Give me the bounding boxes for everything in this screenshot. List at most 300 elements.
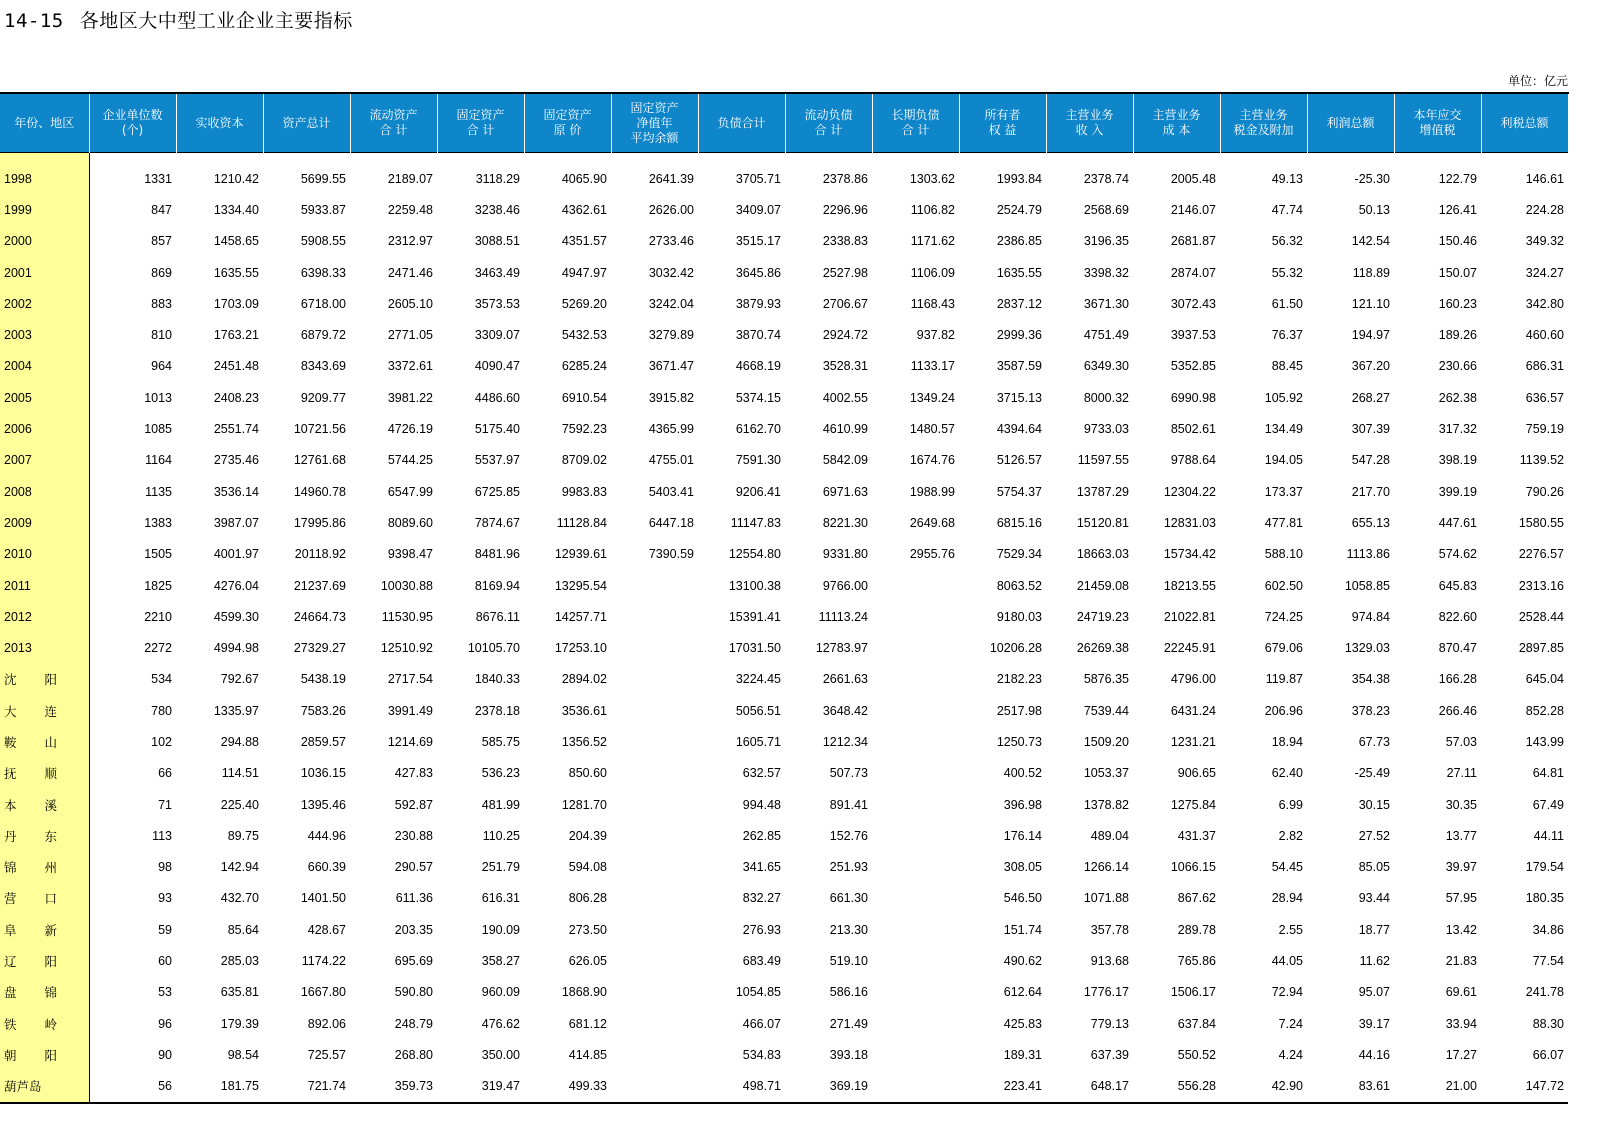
indicator-table [0, 92, 1569, 1104]
table-cell: 294.88 [220, 734, 259, 749]
table-cell: 7874.67 [474, 515, 520, 530]
table-cell: 427.83 [394, 766, 433, 781]
table-cell: 134.49 [1264, 422, 1303, 437]
table-cell: 113 [152, 828, 172, 843]
table-cell: 425.83 [1003, 1016, 1042, 1031]
table-cell: 307.39 [1351, 422, 1390, 437]
table-cell: 72.94 [1271, 985, 1303, 1000]
table-cell: 398.19 [1438, 453, 1477, 468]
table-cell: 17.27 [1445, 1047, 1477, 1062]
table-row [0, 445, 1568, 476]
table-cell: 262.38 [1438, 390, 1477, 405]
table-cell: 1231.21 [1170, 734, 1216, 749]
table-cell: 241.78 [1525, 985, 1564, 1000]
table-cell: 8089.60 [387, 515, 433, 530]
table-cell: 4362.61 [561, 202, 607, 217]
table-cell: 4726.19 [387, 422, 433, 437]
column-header: 实收资本 [176, 93, 263, 153]
table-cell: 181.75 [176, 1071, 263, 1103]
table-title: 各地区大中型工业企业主要指标 [79, 10, 353, 32]
table-cell: 2338.83 [822, 234, 868, 249]
table-cell: 1066.15 [1170, 860, 1216, 875]
table-cell: 1133.17 [910, 359, 955, 374]
table-row [0, 820, 1568, 851]
table-cell: 180.35 [1525, 891, 1564, 906]
table-cell: 49.13 [1271, 171, 1303, 186]
table-cell: 832.27 [742, 891, 781, 906]
table-cell: 660.39 [307, 860, 346, 875]
table-cell: 585.75 [481, 734, 520, 749]
table-cell: 1135 [145, 484, 172, 499]
table-row [0, 507, 1568, 538]
table-cell: 974.84 [1351, 609, 1390, 624]
table-cell: 1356.52 [561, 734, 607, 749]
table-cell: 3879.93 [735, 296, 781, 311]
table-cell: 2276.57 [1518, 547, 1564, 562]
table-cell: 21459.08 [1076, 578, 1129, 593]
table-cell: 142.54 [1351, 234, 1390, 249]
table-cell: 994.48 [742, 797, 781, 812]
table-cell: 230.66 [1438, 359, 1477, 374]
table-cell: 18.77 [1358, 922, 1390, 937]
table-cell [611, 601, 698, 632]
table-cell: 9983.83 [561, 484, 607, 499]
row-label: 辽阳 [0, 945, 89, 976]
table-cell: 2312.97 [387, 234, 433, 249]
table-cell: 110.25 [482, 828, 520, 843]
table-cell: 3991.49 [387, 703, 433, 718]
table-cell [872, 570, 959, 601]
table-cell: 1281.70 [561, 797, 607, 812]
table-cell: 2.55 [1278, 922, 1303, 937]
table-cell: 290.57 [394, 860, 433, 875]
table-cell: 1053.37 [1083, 766, 1129, 781]
table-row [0, 914, 1568, 945]
table-cell: 213.30 [829, 922, 868, 937]
table-cell [611, 945, 698, 976]
table-cell: 3715.13 [996, 390, 1042, 405]
table-cell: 2955.76 [909, 547, 955, 562]
table-cell: 5374.15 [735, 390, 781, 405]
table-cell: 6431.24 [1170, 703, 1216, 718]
table-cell: 556.28 [1133, 1071, 1220, 1103]
table-cell: 1250.73 [996, 734, 1042, 749]
table-cell: 105.92 [1264, 390, 1303, 405]
table-cell: 349.32 [1525, 234, 1564, 249]
table-cell: 1378.82 [1083, 797, 1129, 812]
table-cell: 645.83 [1438, 578, 1477, 593]
table-cell: 341.65 [742, 860, 781, 875]
row-label: 1998 [0, 153, 89, 195]
table-row [0, 945, 1568, 976]
table-cell: 3981.22 [387, 390, 433, 405]
table-cell: 9331.80 [822, 547, 868, 562]
table-cell: 179.39 [220, 1016, 259, 1031]
table-cell: 534 [151, 672, 172, 687]
table-cell: 7591.30 [735, 453, 781, 468]
table-cell: 1058.85 [1344, 578, 1390, 593]
table-cell: 90 [158, 1047, 172, 1062]
table-cell: 44.16 [1358, 1047, 1390, 1062]
table-cell: 1013 [144, 390, 172, 405]
table-cell: 230.88 [394, 828, 433, 843]
table-cell: 1840.33 [474, 672, 520, 687]
table-cell: 648.17 [1046, 1071, 1133, 1103]
table-row [0, 664, 1568, 695]
row-label: 2008 [0, 476, 89, 507]
column-header: 固定资产 原 价 [524, 93, 611, 153]
table-cell: 3528.31 [822, 359, 868, 374]
column-header: 资产总计 [263, 93, 350, 153]
table-cell: 54.45 [1271, 860, 1303, 875]
table-cell: 11128.84 [556, 515, 607, 530]
table-cell: 266.46 [1438, 703, 1477, 718]
table-cell: 2296.96 [822, 202, 868, 217]
table-cell: 6815.16 [996, 515, 1042, 530]
table-cell: 3372.61 [387, 359, 433, 374]
table-cell [611, 789, 698, 820]
table-cell: 2551.74 [213, 422, 259, 437]
table-cell: 822.60 [1438, 609, 1477, 624]
table-cell: 1395.46 [300, 797, 346, 812]
table-cell: 6971.63 [822, 484, 868, 499]
table-cell: 189.31 [1003, 1047, 1042, 1062]
table-cell: 431.37 [1177, 828, 1216, 843]
table-cell: 4001.97 [213, 547, 259, 562]
table-cell [872, 977, 959, 1008]
table-cell: 3987.07 [213, 515, 259, 530]
table-cell: 21022.81 [1163, 609, 1216, 624]
table-cell: 12761.68 [293, 453, 346, 468]
table-cell: 3573.53 [474, 296, 520, 311]
table-cell: 4486.60 [474, 390, 520, 405]
table-cell: 56.32 [1271, 234, 1303, 249]
table-cell: 350.00 [481, 1047, 520, 1062]
table-cell: 534.83 [742, 1047, 781, 1062]
table-cell: 3645.86 [735, 265, 781, 280]
table-cell: 1212.34 [822, 734, 868, 749]
table-cell: 21.00 [1394, 1071, 1481, 1103]
table-cell: 2005.48 [1170, 171, 1216, 186]
table-cell: 432.70 [220, 891, 259, 906]
table-cell: 273.50 [568, 922, 607, 937]
table-cell: 5352.85 [1170, 359, 1216, 374]
table-cell: 7529.34 [996, 547, 1042, 562]
table-cell: 12554.80 [728, 547, 781, 562]
table-cell: 4796.00 [1170, 672, 1216, 687]
table-cell: 4002.55 [822, 390, 868, 405]
table-cell: 71 [158, 797, 172, 812]
table-cell: 4947.97 [561, 265, 607, 280]
table-cell: 3398.32 [1083, 265, 1129, 280]
table-cell: 7.24 [1278, 1016, 1303, 1031]
table-cell: 102 [151, 734, 172, 749]
table-cell: 5876.35 [1083, 672, 1129, 687]
table-cell: 268.27 [1351, 390, 1390, 405]
table-cell: 7539.44 [1083, 703, 1129, 718]
table-cell: 285.03 [220, 954, 259, 969]
table-cell: 114.51 [221, 766, 259, 781]
table-cell: 5754.37 [996, 484, 1042, 499]
table-cell: 3242.04 [648, 296, 694, 311]
table-cell: 30.15 [1358, 797, 1390, 812]
table-cell: 2837.12 [996, 296, 1042, 311]
table-cell: 3536.61 [561, 703, 607, 718]
table-cell: 289.78 [1177, 922, 1216, 937]
table-cell [611, 695, 698, 726]
table-cell: 146.61 [1525, 171, 1564, 186]
table-cell: 64.81 [1532, 766, 1564, 781]
table-cell: 3937.53 [1170, 328, 1216, 343]
table-cell: 393.18 [829, 1047, 868, 1062]
table-cell: 223.41 [959, 1071, 1046, 1103]
table-cell: 3671.47 [648, 359, 694, 374]
table-cell: 121.10 [1351, 296, 1390, 311]
table-cell: 937.82 [916, 328, 955, 343]
table-cell: 2524.79 [996, 202, 1042, 217]
table-cell: 806.28 [568, 891, 607, 906]
table-cell: 142.94 [220, 860, 259, 875]
table-cell: 960.09 [481, 985, 520, 1000]
table-cell: 1303.62 [909, 171, 955, 186]
table-cell [611, 664, 698, 695]
table-row [0, 758, 1568, 789]
table-cell: 5699.55 [300, 171, 346, 186]
column-header: 所有者 权 益 [959, 93, 1046, 153]
table-cell [611, 1039, 698, 1070]
table-cell: 251.79 [481, 860, 520, 875]
table-cell: 2259.48 [387, 202, 433, 217]
column-header: 流动负债 合 计 [785, 93, 872, 153]
table-cell: -25.49 [1354, 766, 1390, 781]
table-cell: 1868.90 [561, 985, 607, 1000]
table-cell: 546.50 [1003, 891, 1042, 906]
table-cell: 1458.65 [213, 234, 259, 249]
table-row [0, 632, 1568, 663]
row-label: 丹东 [0, 820, 89, 851]
table-cell: 2527.98 [822, 265, 868, 280]
table-cell: 17253.10 [554, 641, 607, 656]
table-cell: 1171.62 [910, 234, 955, 249]
table-cell [611, 1071, 698, 1103]
table-cell: 77.54 [1532, 954, 1564, 969]
table-cell: 852.28 [1525, 703, 1564, 718]
table-cell: 765.86 [1177, 954, 1216, 969]
table-cell: 61.50 [1271, 296, 1303, 311]
table-cell: 2605.10 [387, 296, 433, 311]
table-cell: 357.78 [1090, 922, 1129, 937]
table-cell: 661.30 [829, 891, 868, 906]
table-cell: 358.27 [481, 954, 520, 969]
table-cell: 447.61 [1438, 515, 1477, 530]
table-cell: 15120.81 [1076, 515, 1129, 530]
header-row [0, 93, 1568, 153]
table-cell: 9398.47 [387, 547, 433, 562]
table-cell: 2649.68 [909, 515, 955, 530]
table-cell: 10030.88 [380, 578, 433, 593]
table-cell: 151.74 [1003, 922, 1042, 937]
table-cell: 790.26 [1525, 484, 1564, 499]
table-cell: 3088.51 [474, 234, 520, 249]
table-cell: 964 [151, 359, 172, 374]
column-header: 长期负债 合 计 [872, 93, 959, 153]
table-cell: 55.32 [1271, 265, 1303, 280]
table-cell: 9206.41 [735, 484, 781, 499]
table-cell: 8502.61 [1170, 422, 1216, 437]
table-cell: 66 [158, 766, 172, 781]
table-cell: 20118.92 [294, 547, 346, 562]
table-cell: 3238.46 [474, 202, 520, 217]
table-cell: 6.99 [1278, 797, 1303, 812]
table-cell: 11530.95 [381, 609, 433, 624]
table-cell: 4599.30 [213, 609, 259, 624]
table-cell: 891.41 [829, 797, 868, 812]
table-cell [872, 945, 959, 976]
table-cell [611, 632, 698, 663]
row-label: 大连 [0, 695, 89, 726]
table-cell: 632.57 [742, 766, 781, 781]
table-cell: 724.25 [1264, 609, 1303, 624]
table-cell: 122.79 [1438, 171, 1477, 186]
table-cell: 616.31 [481, 891, 520, 906]
table-cell: 5056.51 [735, 703, 781, 718]
column-header: 利润总额 [1307, 93, 1394, 153]
table-cell: 590.80 [394, 985, 433, 1000]
table-cell [872, 664, 959, 695]
table-cell: 18.94 [1271, 734, 1303, 749]
table-cell: 44.05 [1271, 954, 1303, 969]
table-row [0, 570, 1568, 601]
table-cell: 2378.86 [822, 171, 868, 186]
table-cell: 399.19 [1438, 484, 1477, 499]
row-label: 阜新 [0, 914, 89, 945]
table-cell: 17031.50 [728, 641, 781, 656]
table-cell: 5438.19 [300, 672, 346, 687]
table-cell: 15734.42 [1163, 547, 1216, 562]
table-cell: 1085 [144, 422, 172, 437]
column-header: 主营业务 收 入 [1046, 93, 1133, 153]
table-cell: 857 [151, 234, 172, 249]
table-cell: 33.94 [1445, 1016, 1477, 1031]
row-label: 2005 [0, 382, 89, 413]
table-cell: 126.41 [1438, 202, 1477, 217]
table-cell: 10721.56 [293, 422, 346, 437]
table-cell: 7592.23 [561, 422, 607, 437]
table-cell: 13.42 [1445, 922, 1477, 937]
table-cell: 8709.02 [561, 453, 607, 468]
table-cell: 50.13 [1358, 202, 1390, 217]
table-cell [872, 1071, 959, 1103]
table-cell: 2471.46 [387, 265, 433, 280]
table-cell: 6285.24 [561, 359, 607, 374]
table-cell: 2528.44 [1518, 609, 1564, 624]
table-cell [611, 914, 698, 945]
table-cell: 9788.64 [1170, 453, 1216, 468]
table-cell: 550.52 [1177, 1047, 1216, 1062]
table-cell: 1331 [144, 171, 172, 186]
table-cell: 3224.45 [735, 672, 781, 687]
table-cell: 317.32 [1438, 422, 1477, 437]
table-cell: 13295.54 [554, 578, 607, 593]
table-cell: 96 [158, 1016, 172, 1031]
table-cell: 1164 [145, 453, 172, 468]
table-cell: 59 [158, 922, 172, 937]
table-cell: 4276.04 [213, 578, 259, 593]
table-cell: 1335.97 [213, 703, 259, 718]
table-row [0, 226, 1568, 257]
table-cell: 3870.74 [735, 328, 781, 343]
table-cell: 194.97 [1351, 328, 1390, 343]
table-cell: 683.49 [742, 954, 781, 969]
table-cell: 913.68 [1090, 954, 1129, 969]
table-number: 14-15 [4, 10, 64, 32]
table-cell: 2771.05 [387, 328, 433, 343]
table-cell: 15391.41 [728, 609, 781, 624]
table-cell: 44.11 [1533, 828, 1564, 843]
table-cell: 30.35 [1445, 797, 1477, 812]
column-header: 负债合计 [698, 93, 785, 153]
table-cell: 1703.09 [213, 296, 259, 311]
table-cell: 869 [151, 265, 172, 280]
table-cell: 251.93 [829, 860, 868, 875]
table-cell: 85.05 [1358, 860, 1390, 875]
table-cell: 27.11 [1446, 766, 1477, 781]
table-cell: 224.28 [1525, 202, 1564, 217]
table-cell: 11147.83 [730, 515, 781, 530]
table-cell: 3409.07 [735, 202, 781, 217]
table-cell: 8169.94 [474, 578, 520, 593]
table-cell: 906.65 [1177, 766, 1216, 781]
table-cell: 67.49 [1532, 797, 1564, 812]
row-label: 盘锦 [0, 977, 89, 1008]
table-cell: -25.30 [1354, 171, 1390, 186]
table-cell: 4755.01 [648, 453, 694, 468]
table-cell: 2661.63 [822, 672, 868, 687]
table-row [0, 288, 1568, 319]
table-cell: 5126.57 [996, 453, 1042, 468]
table-cell: 262.85 [742, 828, 781, 843]
row-label: 2013 [0, 632, 89, 663]
table-cell: 602.50 [1264, 578, 1303, 593]
table-cell: 189.26 [1438, 328, 1477, 343]
table-cell: 1776.17 [1083, 985, 1129, 1000]
row-label: 锦州 [0, 852, 89, 883]
table-cell: 4994.98 [213, 641, 259, 656]
table-cell: 26269.38 [1076, 641, 1129, 656]
table-cell [872, 632, 959, 663]
table-cell: 27.52 [1358, 828, 1390, 843]
table-row [0, 194, 1568, 225]
table-cell: 53 [158, 985, 172, 1000]
table-cell: 1071.88 [1083, 891, 1129, 906]
table-cell: 98 [158, 860, 172, 875]
table-cell: 847 [151, 202, 172, 217]
table-cell: 1667.80 [300, 985, 346, 1000]
table-cell [611, 726, 698, 757]
table-cell: 507.73 [829, 766, 868, 781]
table-cell: 4394.64 [996, 422, 1042, 437]
table-cell: 6910.54 [561, 390, 607, 405]
table-cell: 3118.29 [475, 171, 520, 186]
table-cell: 1266.14 [1083, 860, 1129, 875]
table-cell [611, 758, 698, 789]
table-cell: 83.61 [1307, 1071, 1394, 1103]
table-cell: 6547.99 [387, 484, 433, 499]
row-label: 2001 [0, 257, 89, 288]
row-label: 抚顺 [0, 758, 89, 789]
table-cell: 2924.72 [822, 328, 868, 343]
table-cell: 428.67 [307, 922, 346, 937]
